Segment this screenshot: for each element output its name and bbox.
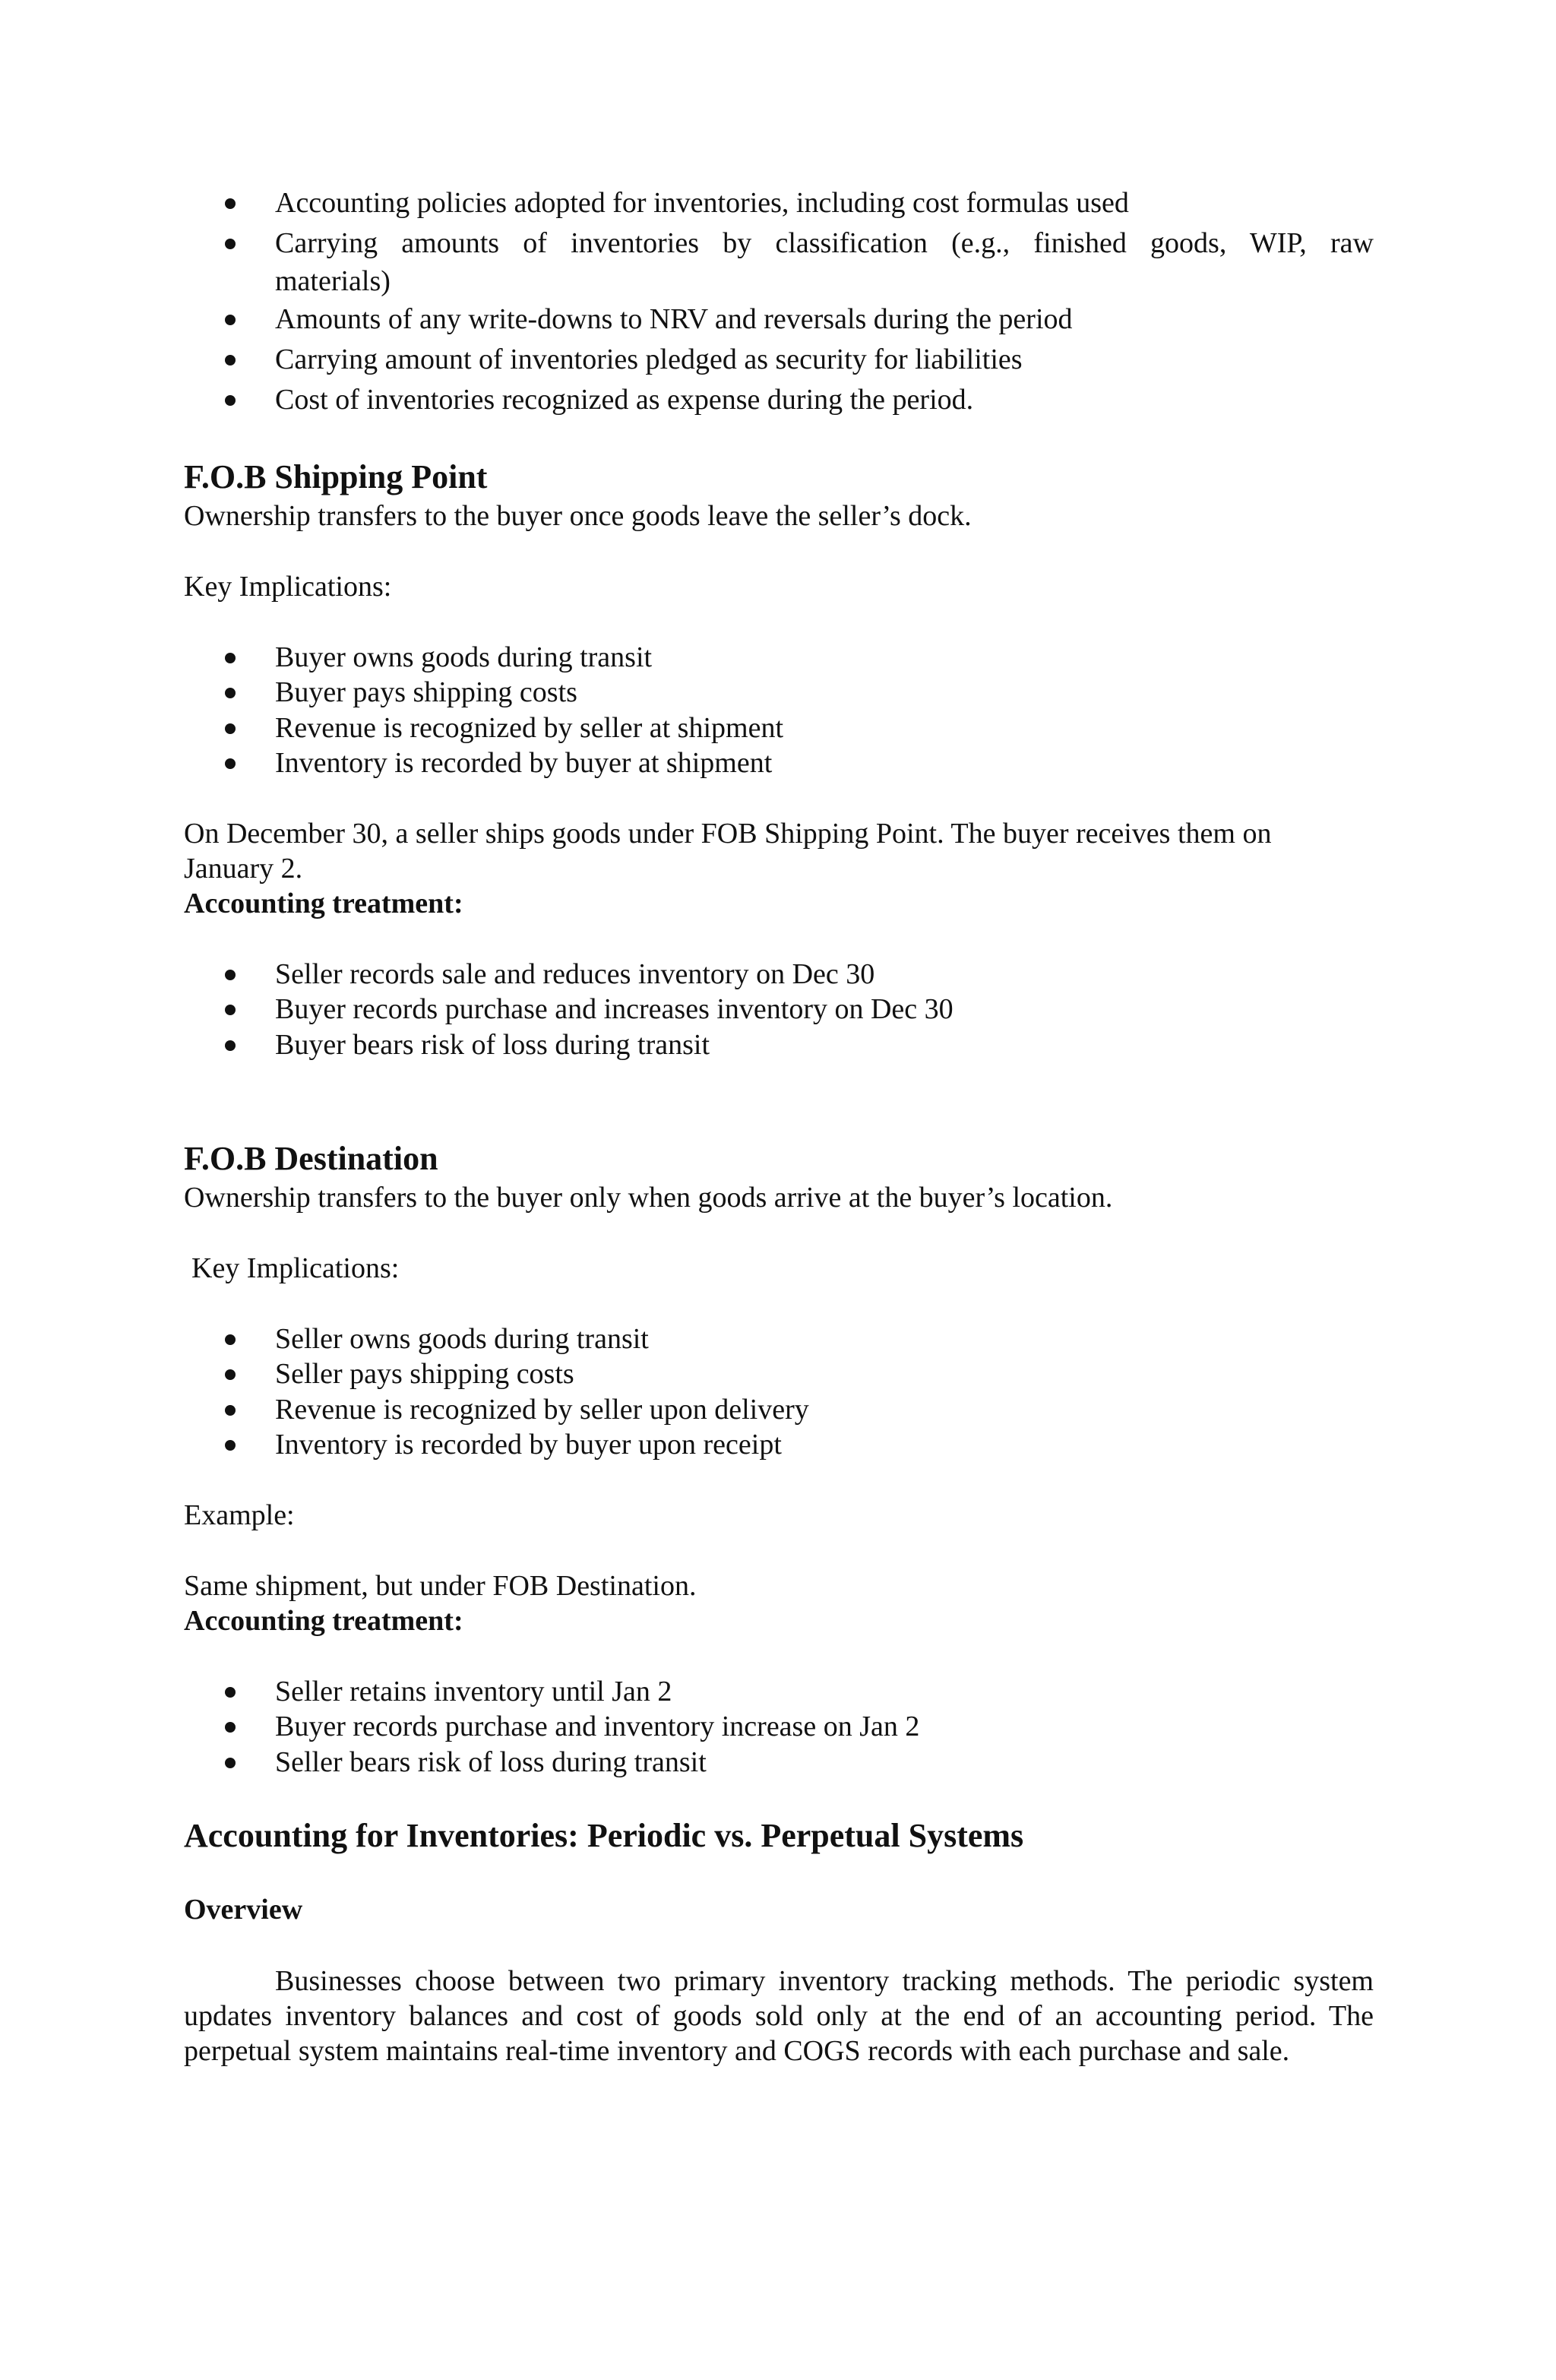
bullet-icon	[225, 1440, 236, 1451]
paragraph-line: updates inventory balances and cost of goods sold only at the end of an accounting period. The	[184, 2000, 1374, 2032]
list-item: Seller owns goods during transit	[275, 1323, 649, 1355]
list-item: Inventory is recorded by buyer at shipment	[275, 747, 773, 779]
example-text-continuation: January 2.	[184, 853, 303, 885]
bullet-icon	[225, 758, 236, 769]
section-heading: F.O.B Destination	[184, 1140, 438, 1177]
bullet-icon	[225, 198, 236, 209]
key-implications-label: Key Implications:	[184, 571, 392, 603]
bullet-icon	[225, 355, 236, 366]
bullet-icon	[225, 395, 236, 406]
example-text: On December 30, a seller ships goods under FOB Shipping Point. The buyer receives them on	[184, 818, 1272, 850]
bullet-icon	[225, 1758, 236, 1768]
list-item: Inventory is recorded by buyer upon receipt	[275, 1429, 782, 1461]
list-item: Accounting policies adopted for inventories, including cost formulas used	[275, 187, 1129, 219]
paragraph-line: Businesses choose between two primary inventory tracking methods. The periodic system	[275, 1965, 1374, 1997]
bullet-icon	[225, 1040, 236, 1051]
bullet-icon	[225, 1405, 236, 1416]
example-text: Same shipment, but under FOB Destination.	[184, 1570, 697, 1602]
list-item: Revenue is recognized by seller at shipment	[275, 712, 784, 744]
list-item: Buyer bears risk of loss during transit	[275, 1029, 710, 1061]
list-item: Buyer records purchase and inventory increase on Jan 2	[275, 1711, 920, 1742]
section-definition: Ownership transfers to the buyer only when goods arrive at the buyer’s location.	[184, 1182, 1113, 1214]
section-definition: Ownership transfers to the buyer once goods leave the seller’s dock.	[184, 500, 972, 532]
bullet-icon	[225, 970, 236, 980]
bullet-icon	[225, 1369, 236, 1380]
list-item: Buyer owns goods during transit	[275, 641, 653, 673]
list-item: Seller records sale and reduces inventory on Dec 30	[275, 958, 875, 990]
bullet-icon	[225, 1722, 236, 1733]
section-heading: Accounting for Inventories: Periodic vs. Perpetual Systems	[184, 1817, 1024, 1854]
bullet-icon	[225, 688, 236, 698]
example-label: Example:	[184, 1499, 295, 1531]
bullet-icon	[225, 239, 236, 249]
overview-label: Overview	[184, 1894, 303, 1926]
list-item: Seller pays shipping costs	[275, 1358, 574, 1390]
paragraph-line: perpetual system maintains real-time inventory and COGS records with each purchase and sale.	[184, 2035, 1290, 2067]
list-item: Seller bears risk of loss during transit	[275, 1746, 707, 1778]
bullet-icon	[225, 1334, 236, 1345]
key-implications-label: Key Implications:	[191, 1252, 400, 1284]
list-item: Buyer records purchase and increases inventory on Dec 30	[275, 993, 954, 1025]
section-heading: F.O.B Shipping Point	[184, 458, 488, 495]
bullet-icon	[225, 315, 236, 325]
list-item: Seller retains inventory until Jan 2	[275, 1676, 672, 1707]
accounting-treatment-label: Accounting treatment:	[184, 888, 463, 919]
bullet-icon	[225, 653, 236, 663]
bullet-icon	[225, 723, 236, 734]
bullet-icon	[225, 1687, 236, 1698]
list-item: Carrying amount of inventories pledged as security for liabilities	[275, 343, 1023, 375]
accounting-treatment-label: Accounting treatment:	[184, 1605, 463, 1637]
list-item: Carrying amounts of inventories by classification (e.g., finished goods, WIP, raw	[275, 227, 1374, 259]
list-item: Amounts of any write-downs to NRV and reversals during the period	[275, 303, 1073, 335]
list-item: Cost of inventories recognized as expense during the period.	[275, 384, 974, 416]
list-item: Buyer pays shipping costs	[275, 676, 577, 708]
bullet-icon	[225, 1005, 236, 1015]
list-item: Revenue is recognized by seller upon delivery	[275, 1394, 809, 1426]
list-item-continuation: materials)	[275, 265, 391, 297]
